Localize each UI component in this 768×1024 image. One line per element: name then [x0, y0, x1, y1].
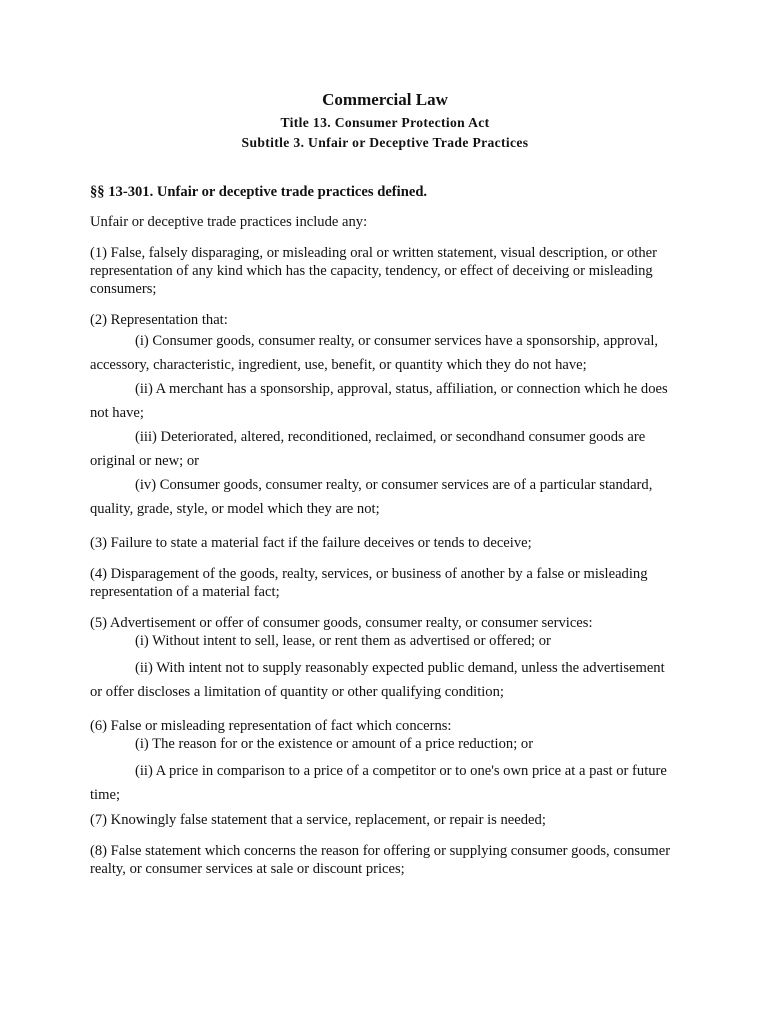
item-2-i: (i) Consumer goods, consumer realty, or consumer services have a sponsorship, approval, accessory, characteristic, ingredient, use, benefit, or quantity which they do not have;	[90, 333, 659, 373]
item-2-lead: (2) Representation that:	[90, 312, 228, 328]
item-2-ii: (ii) A merchant has a sponsorship, approval, status, affiliation, or connection which he does not have;	[90, 381, 668, 421]
item-8: (8) False statement which concerns the reason for offering or supplying consumer goods, consumer realty, or consumer services at sale or discount prices;	[90, 843, 671, 877]
section-heading: §§ 13-301. Unfair or deceptive trade practices defined.	[90, 184, 428, 200]
item-5-i: (i) Without intent to sell, lease, or rent them as advertised or offered; or	[135, 633, 551, 649]
subtitle-heading: Subtitle 3. Unfair or Deceptive Trade Practices	[241, 135, 529, 150]
document-page	[90, 88, 680, 878]
item-1: (1) False, falsely disparaging, or misleading oral or written statement, visual description, or other representation of any kind which has the capacity, tendency, or effect of deceiving or misleading consumers;	[90, 245, 657, 297]
item-5-lead: (5) Advertisement or offer of consumer goods, consumer realty, or consumer services:	[90, 615, 593, 631]
document-title: Commercial Law	[322, 90, 448, 109]
item-7: (7) Knowingly false statement that a service, replacement, or repair is needed;	[90, 812, 546, 828]
item-2-iii: (iii) Deteriorated, altered, reconditioned, reclaimed, or secondhand consumer goods are original or new; or	[90, 429, 646, 469]
item-4: (4) Disparagement of the goods, realty, services, or business of another by a false or misleading representation of a material fact;	[90, 566, 648, 600]
item-6-ii: (ii) A price in comparison to a price of a competitor or to one's own price at a past or future time;	[90, 763, 667, 803]
title-heading: Title 13. Consumer Protection Act	[280, 115, 490, 130]
item-2-iv: (iv) Consumer goods, consumer realty, or consumer services are of a particular standard, quality, grade, style, or model which they are not;	[90, 477, 653, 517]
item-5-ii: (ii) With intent not to supply reasonably expected public demand, unless the advertisement or offer discloses a limitation of quantity or other qualifying condition;	[90, 660, 665, 700]
item-6-lead: (6) False or misleading representation of fact which concerns:	[90, 718, 452, 734]
item-6-i: (i) The reason for or the existence or amount of a price reduction; or	[135, 736, 534, 752]
section-intro: Unfair or deceptive trade practices include any:	[90, 214, 368, 230]
item-3: (3) Failure to state a material fact if the failure deceives or tends to deceive;	[90, 535, 532, 551]
